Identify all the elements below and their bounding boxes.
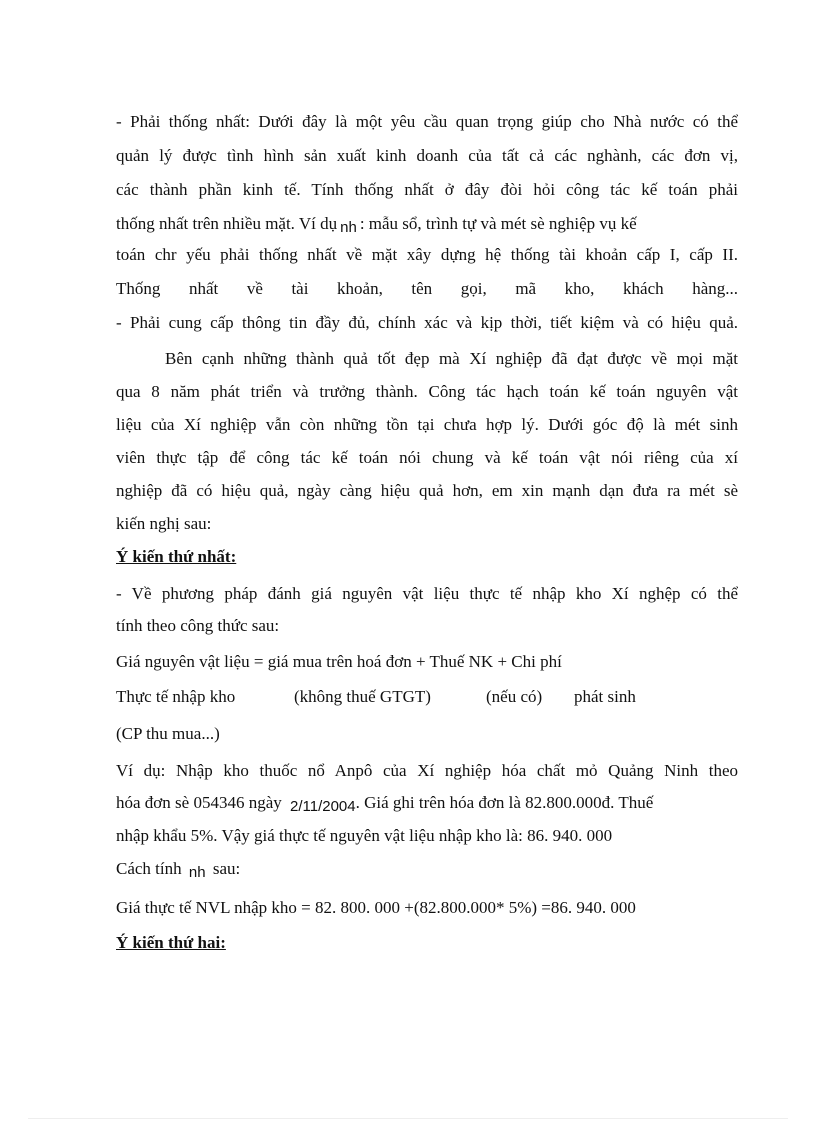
formula-col-if-any: (nếu có)	[486, 687, 543, 706]
p2-line-3: liệu của Xí nghiệp vẫn còn những tồn tại chưa hợp lý. Dưới góc độ là mét sinh	[116, 415, 738, 434]
p1-line-5: toán chr yếu phải thống nhất về mặt xây dựng hệ thống tài khoản cấp I, cấp II.	[116, 245, 738, 264]
p2-line-5: nghiệp đã có hiệu quả, ngày càng hiệu quả hơn, em xin mạnh dạn đưa ra mét sè	[116, 481, 738, 500]
p1-line-2: quản lý được tình hình sản xuất kinh doanh của tất cả các nghành, các đơn vị,	[116, 146, 738, 165]
example-line-2-end: . Giá ghi trên hóa đơn là 82.800.000đ. Thuế	[355, 793, 654, 812]
example-line-3: nhập khẩu 5%. Vậy giá thực tế nguyên vật liệu nhập kho là: 86. 940. 000	[116, 826, 613, 845]
example-line-5: Giá thực tế NVL nhập kho = 82. 800. 000 +(82.800.000* 5%) =86. 940. 000	[116, 898, 636, 917]
example-line-4-end: sau:	[212, 859, 241, 878]
p1-line-1: - Phải thống nhất: Dưới đây là một yêu cầu quan trọng giúp cho Nhà nước có thể	[116, 112, 738, 131]
formula-row-2	[116, 685, 738, 709]
formula-row-3: (CP thu mua...)	[116, 724, 220, 743]
example-line-2-start: hóa đơn sè 054346 ngày	[116, 793, 282, 812]
invoice-date: 2/11/2004	[290, 798, 356, 815]
formula-col-incurred: phát sinh	[574, 687, 636, 706]
p1-line-7: - Phải cung cấp thông tin đầy đủ, chính xác và kịp thời, tiết kiệm và có hiệu quả.	[116, 313, 738, 332]
p2-line-6: kiến nghị sau:	[116, 514, 212, 533]
heading-opinion-two: Ý kiến thứ hai:	[116, 933, 226, 952]
formula-col-actual: Thực tế nhập kho	[116, 687, 236, 706]
p2-line-4: viên thực tập để công tác kế toán nói chung và kế toán vật nói riêng của xí	[116, 448, 738, 467]
heading-opinion-one: Ý kiến thứ nhất:	[116, 547, 237, 566]
p1-line-4-start: thống nhất trên nhiều mặt. Ví dụ	[116, 214, 338, 233]
page-bottom-divider	[28, 1118, 788, 1119]
p2-line-1: Bên cạnh những thành quả tốt đẹp mà Xí nghiệp đã đạt được về mọi mặt	[165, 349, 738, 368]
example-line-4-start: Cách tính	[116, 859, 182, 878]
p1-line-6: Thống nhất về tài khoản, tên gọi, mã kho, khách hàng...	[116, 279, 738, 298]
p1-abbrev-nh: nh	[340, 219, 357, 236]
example-line-4	[116, 857, 738, 881]
p1-line-4	[116, 212, 738, 236]
opinion1-line-2: tính theo công thức sau:	[116, 616, 280, 635]
example-abbrev-nh: nh	[188, 864, 206, 881]
example-line-1: Ví dụ: Nhập kho thuốc nổ Anpô của Xí nghiệp hóa chất mỏ Quảng Ninh theo	[116, 761, 738, 780]
formula-col-no-vat: (không thuế GTGT)	[294, 687, 431, 706]
formula-row-1: Giá nguyên vật liệu = giá mua trên hoá đơn + Thuế NK + Chi phí	[116, 652, 562, 671]
p1-line-3: các thành phần kinh tế. Tính thống nhất ở đây đòi hỏi công tác kế toán phải	[116, 180, 738, 199]
p2-line-2: qua 8 năm phát triển và trưởng thành. Công tác hạch toán kế toán nguyên vật	[116, 382, 738, 401]
example-line-2	[116, 791, 738, 815]
p1-line-4-end: : mẫu sổ, trình tự và mét sè nghiệp vụ kế	[359, 214, 637, 233]
opinion1-line-1: - Về phương pháp đánh giá nguyên vật liệu thực tế nhập kho Xí nghệp có thể	[116, 584, 738, 603]
